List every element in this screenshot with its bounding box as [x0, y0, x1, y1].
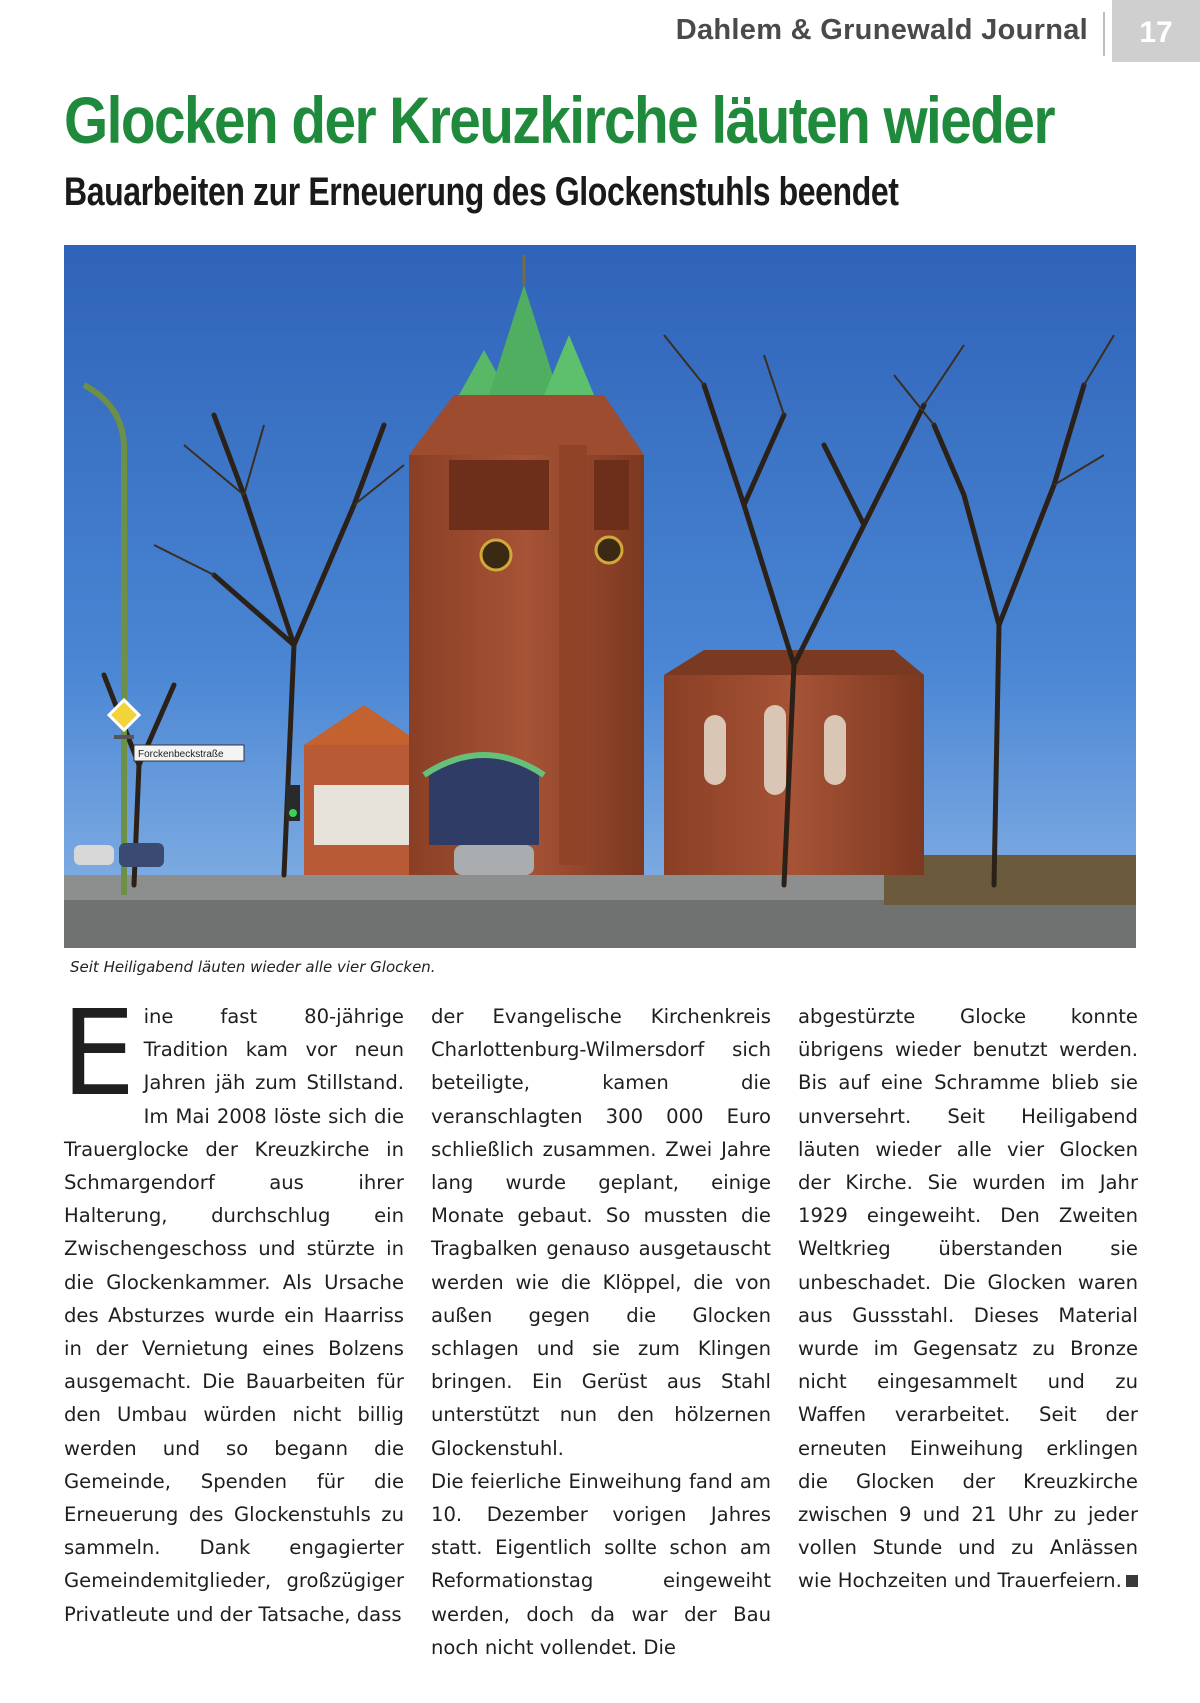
clock-icon: [596, 537, 622, 563]
column-3-text: abgestürzte Glocke konnte übrigens wieder benutzt werden. Bis auf eine Schramme blieb sie unversehrt. Seit Heiligabend läuten wieder alle vier Glocken der Kirche. Sie wurden im Jahr 1929 eingeweiht. Den Zweiten Weltkrieg überstanden sie unbeschadet. Die Glocken waren aus Gussstahl. Dieses Material wurde im Gegensatz zu Bronze nicht eingesammelt und zu Waffen verarbeitet. Seit der erneuten Einweihung erklingen die Glocken der Kreuzkirche zwischen 9 und 21 Uhr zu jeder vollen Stunde und zu Anlässen wie Hochzeiten und Trauerfeiern.: [798, 1005, 1138, 1593]
column-2-paragraph-2: Die feierliche Einweihung fand am 10. Dezember vorigen Jahres statt. Eigentlich sollte schon am Reformationstag eingeweiht werden, doch da war der Bau noch nicht vollendet. Die: [431, 1469, 771, 1659]
article-column-1: [61, 984, 404, 1631]
belfry-grille: [449, 460, 549, 530]
car: [74, 845, 114, 865]
drop-cap: E: [61, 984, 136, 1122]
page-header: [0, 0, 1200, 76]
article-column-3: [798, 1000, 1138, 1598]
column-2-paragraph-1: der Evangelische Kirchenkreis Charlottenburg-Wilmersdorf sich beteiligte, kamen die veranschlagten 300 000 Euro schließlich zusammen. Zwei Jahre lang wurde geplant, einige Monate gebaut. So mussten die Tragbalken genauso ausgetauscht werden wie die Klöppel, die von außen gegen die Glocken schlagen und sie zum Klingen bringen. Ein Gerüst aus Stahl unterstützt nun den hölzernen Glockenstuhl.: [431, 1005, 771, 1460]
article-body: [61, 984, 1138, 1659]
header-divider: [1103, 12, 1105, 56]
page-number: 17: [1112, 0, 1200, 62]
journal-name: Dahlem & Grunewald Journal: [675, 14, 1088, 46]
car: [119, 843, 164, 867]
column-1-text: ine fast 80-jährige Tradition kam vor neun Jahren jäh zum Stillstand. Im Mai 2008 löste sich die Trauerglocke der Kreuzkirche in Schmargendorf aus ihrer Halterung, durchschlug ein Zwischengeschoss und stürzte in die Glockenkammer. Als Ursache des Absturzes wurde ein Haarriss in der Vernietung eines Bolzens ausgemacht. Die Bauarbeiten für den Umbau würden nicht billig werden und so begann die Gemeinde, Spenden für die Erneuerung des Glockenstuhls zu sammeln. Dank engagierter Gemeindemitglieder, großzügiger Privatleute und der Tatsache, dass: [64, 1005, 404, 1626]
street-sign-text: Forckenbeckstraße: [138, 749, 224, 760]
entrance-canopy: [429, 758, 539, 846]
car: [454, 845, 534, 875]
article-column-2: [431, 1000, 771, 1664]
clock-icon: [481, 540, 511, 570]
church-photo-illustration: [64, 245, 1136, 948]
church-photo: [64, 245, 1136, 948]
article-subheadline: Bauarbeiten zur Erneuerung des Glockenstuhls beendet: [64, 170, 899, 214]
photo-caption: Seit Heiligabend läuten wieder alle vier Glocken.: [70, 958, 436, 976]
end-of-article-square-icon: [1126, 1575, 1138, 1587]
article-headline: Glocken der Kreuzkirche läuten wieder: [64, 83, 1054, 157]
